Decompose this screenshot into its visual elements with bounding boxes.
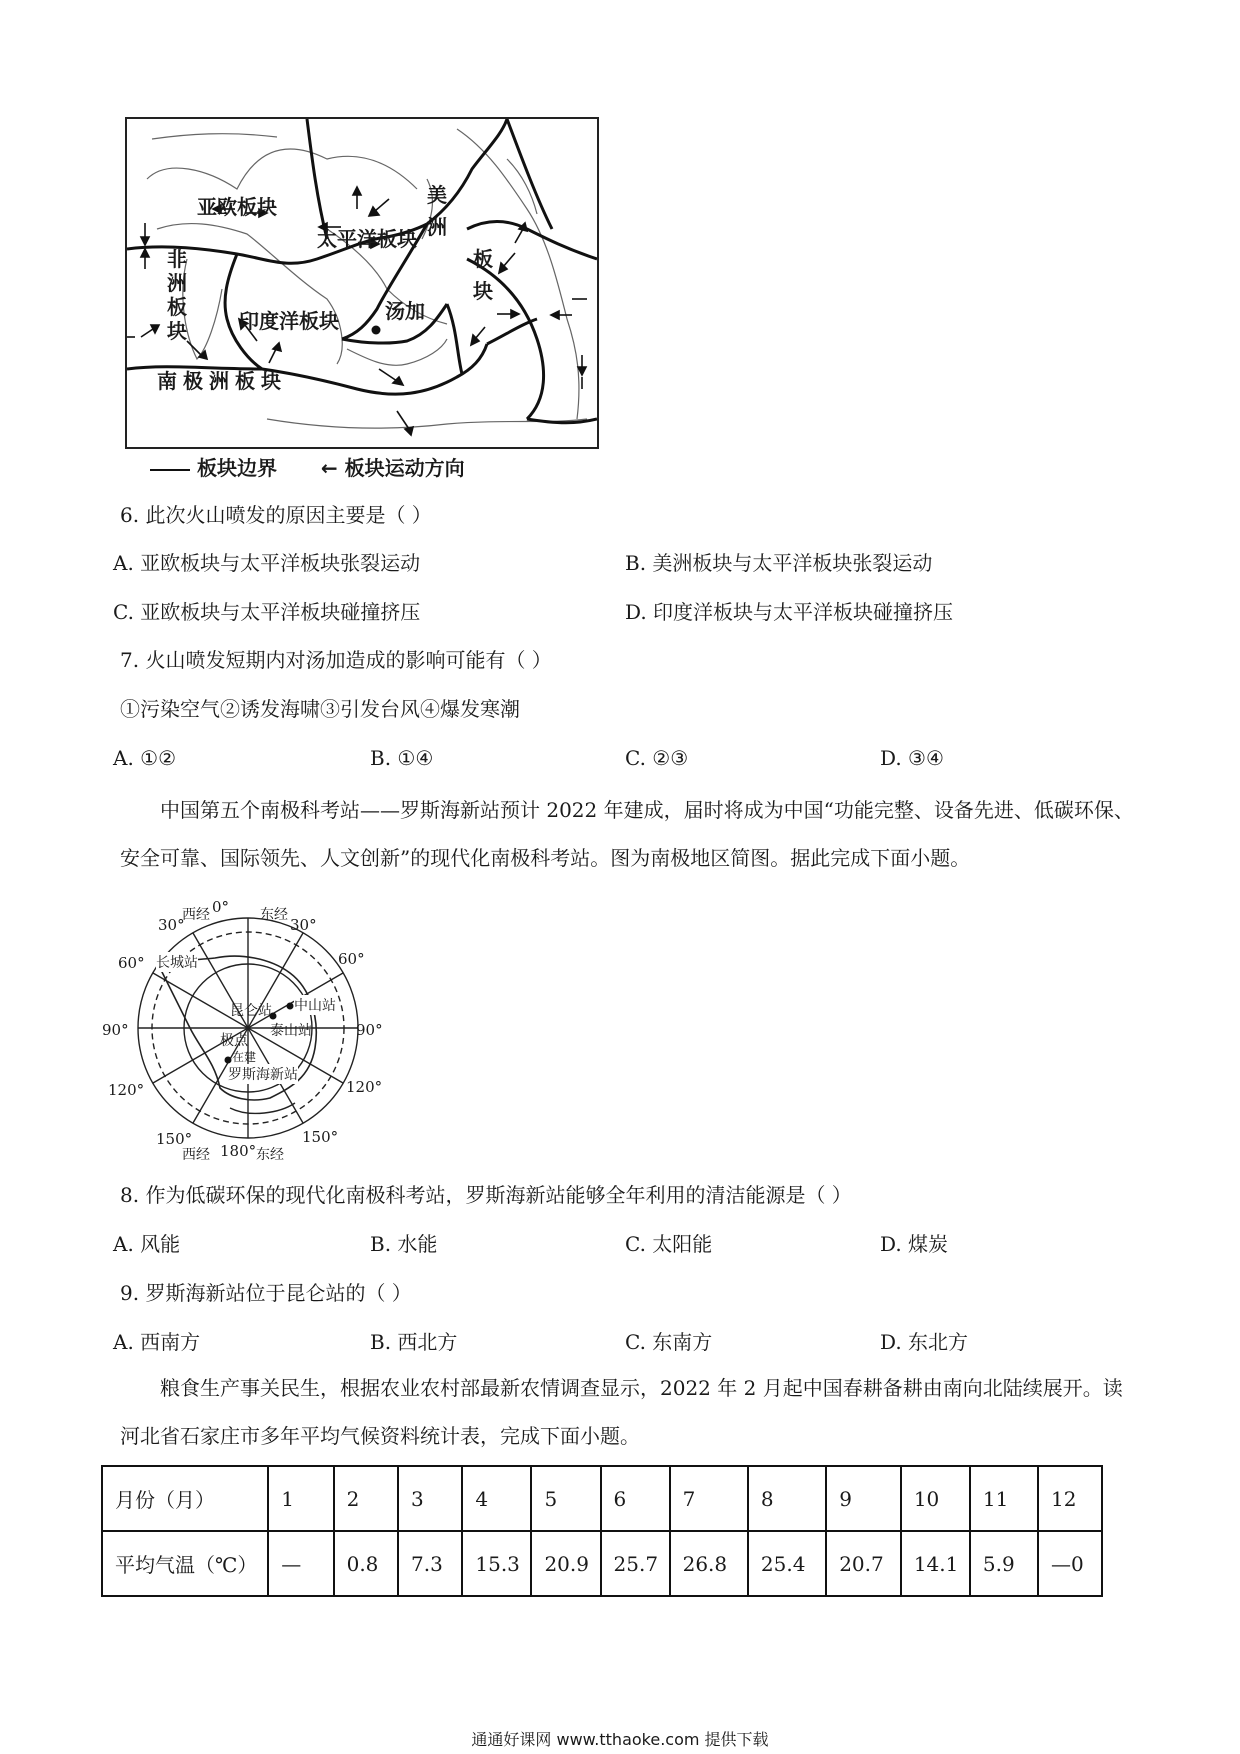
table-cell: —: [268, 1531, 333, 1596]
q9-option-b[interactable]: B. 西北方: [370, 1330, 458, 1354]
west-top: 西经: [182, 907, 210, 923]
lon-w30: 30°: [158, 916, 185, 934]
tonga-dot: [372, 326, 381, 335]
table-cell: 8: [748, 1466, 826, 1531]
table-cell: 1: [268, 1466, 333, 1531]
table-cell: 26.8: [670, 1531, 748, 1596]
table-row-months: [102, 1466, 1102, 1531]
american-char-3: 板: [473, 247, 493, 271]
legend-direction: 板块运动方向: [344, 456, 465, 480]
american-char-2: 洲: [427, 215, 447, 239]
table-cell: 9: [826, 1466, 901, 1531]
q9-option-c[interactable]: C. 东南方: [625, 1330, 713, 1354]
station-zhongshan: 中山站: [294, 995, 336, 1015]
q6-option-d[interactable]: D. 印度洋板块与太平洋板块碰撞挤压: [625, 600, 954, 624]
plate-map-legend: [150, 452, 465, 481]
lon-e150: 150°: [302, 1128, 339, 1146]
q8-stem: 8. 作为低碳环保的现代化南极科考站，罗斯海新站能够全年利用的清洁能源是（ ）: [120, 1183, 852, 1207]
table-header-temp: 平均气温（℃）: [102, 1531, 268, 1596]
station-changcheng: 长城站: [156, 952, 198, 972]
q6-option-c[interactable]: C. 亚欧板块与太平洋板块碰撞挤压: [113, 600, 421, 624]
table-header-month: 月份（月）: [102, 1466, 268, 1531]
q7-option-a[interactable]: A. ①②: [113, 746, 177, 770]
east-top: 东经: [260, 907, 288, 923]
table-cell: 20.9: [531, 1531, 600, 1596]
table-cell: 5.9: [970, 1531, 1038, 1596]
station-rossnew: 罗斯海新站: [228, 1064, 298, 1084]
station-taishan: 泰山站: [270, 1023, 312, 1039]
q8-option-a[interactable]: A. 风能: [113, 1232, 181, 1256]
african-char-2: 洲: [167, 271, 187, 295]
table-cell: 6: [601, 1466, 670, 1531]
lon-w60: 60°: [118, 954, 145, 972]
table-cell: 20.7: [826, 1531, 901, 1596]
intro-food: 粮食生产事关民生，根据农业农村部最新农情调查显示，2022 年 2 月起中国春耕备耕由南向北陆续展开。读河北省石家庄市多年平均气候资料统计表，完成下面小题。: [120, 1376, 1123, 1448]
q6-option-b[interactable]: B. 美洲板块与太平洋板块张裂运动: [625, 551, 933, 575]
lon-0: 0°: [212, 898, 230, 916]
arrow-left-icon: ←: [320, 456, 338, 480]
african-char-3: 板: [167, 295, 187, 319]
label-pacific-plate: 太平洋板块: [317, 227, 417, 251]
table-cell: 7: [670, 1466, 748, 1531]
american-char-4: 块: [473, 279, 493, 303]
q8-option-b[interactable]: B. 水能: [370, 1232, 438, 1256]
table-cell: 2: [334, 1466, 398, 1531]
label-african-plate: [167, 247, 187, 343]
table-cell: —0: [1038, 1531, 1102, 1596]
table-cell: 5: [531, 1466, 600, 1531]
american-char-1: 美: [427, 183, 447, 207]
west-bottom: 西经: [182, 1147, 210, 1163]
label-tonga: 汤加: [385, 299, 425, 323]
lon-e30: 30°: [290, 916, 317, 934]
lon-e90: 90°: [356, 1021, 383, 1039]
table-cell: 7.3: [398, 1531, 462, 1596]
q7-option-c[interactable]: C. ②③: [625, 746, 689, 770]
pole-label: 极点: [220, 1033, 248, 1049]
lon-w90: 90°: [102, 1021, 129, 1039]
plate-map-svg: [127, 119, 597, 447]
table-row-temps: [102, 1531, 1102, 1596]
station-kunlun: 昆仑站: [230, 1003, 272, 1019]
table-cell: 3: [398, 1466, 462, 1531]
q8-option-c[interactable]: C. 太阳能: [625, 1232, 713, 1256]
q7-option-d[interactable]: D. ③④: [880, 746, 944, 770]
table-cell: 10: [901, 1466, 970, 1531]
table-cell: 15.3: [462, 1531, 531, 1596]
table-cell: 12: [1038, 1466, 1102, 1531]
under-construction: 在建: [232, 1050, 257, 1064]
q9-option-a[interactable]: A. 西南方: [113, 1330, 201, 1354]
lon-e60: 60°: [338, 950, 365, 968]
q6-option-a[interactable]: A. 亚欧板块与太平洋板块张裂运动: [113, 551, 421, 575]
plate-map: [125, 117, 599, 449]
label-indian-plate: 印度洋板块: [239, 309, 339, 333]
lon-e120: 120°: [346, 1078, 383, 1096]
table-cell: 11: [970, 1466, 1038, 1531]
east-bottom: 东经: [256, 1147, 284, 1163]
q9-stem: 9. 罗斯海新站位于昆仑站的（ ）: [120, 1281, 412, 1305]
table-cell: 4: [462, 1466, 531, 1531]
climate-table: [101, 1465, 1103, 1597]
label-antarctic-plate: 南极洲板块: [157, 369, 287, 393]
q8-option-d[interactable]: D. 煤炭: [880, 1232, 949, 1256]
label-eurasian-plate: 亚欧板块: [197, 195, 277, 219]
african-char-1: 非: [167, 247, 187, 271]
lon-w120: 120°: [108, 1081, 145, 1099]
footer-text: 通通好课网 www.tthaoke.com 提供下载: [471, 1730, 769, 1749]
q6-stem: 6. 此次火山喷发的原因主要是（ ）: [120, 503, 432, 527]
table-cell: 0.8: [334, 1531, 398, 1596]
antarctic-map: [102, 898, 390, 1163]
label-american-plate: [427, 179, 493, 307]
q7-stem: 7. 火山喷发短期内对汤加造成的影响可能有（ ）: [120, 648, 552, 672]
q7-option-b[interactable]: B. ①④: [370, 746, 434, 770]
lon-180: 180°: [220, 1142, 257, 1160]
q9-option-d[interactable]: D. 东北方: [880, 1330, 969, 1354]
antarctic-map-svg: [120, 898, 390, 1156]
intro-antarctic: 中国第五个南极科考站——罗斯海新站预计 2022 年建成，届时将成为中国“功能完整、设备先进、低碳环保、安全可靠、国际领先、人文创新”的现代化南极科考站。图为南极地区简图。据此完成下面小题。: [120, 798, 1134, 870]
lon-w150: 150°: [156, 1130, 193, 1148]
african-char-4: 块: [167, 319, 187, 343]
q7-items: ①污染空气②诱发海啸③引发台风④爆发寒潮: [120, 697, 520, 721]
table-cell: 25.4: [748, 1531, 826, 1596]
table-cell: 14.1: [901, 1531, 970, 1596]
table-cell: 25.7: [601, 1531, 670, 1596]
legend-boundary: 板块边界: [196, 456, 277, 480]
boundary-line-icon: [150, 469, 190, 471]
